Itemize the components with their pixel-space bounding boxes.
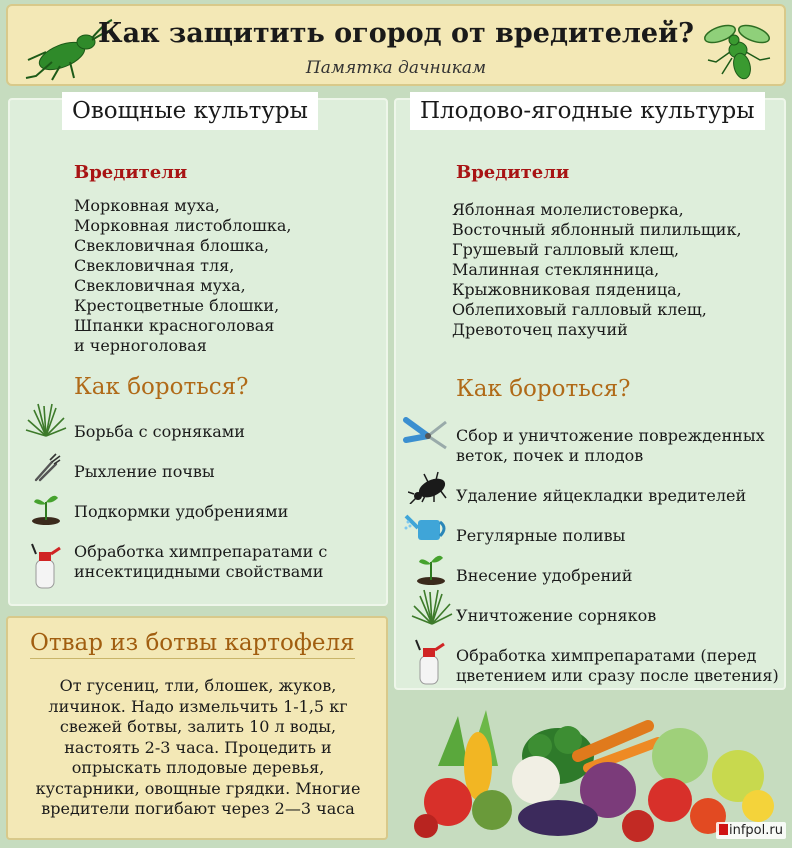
vegetables-fight-heading: Как бороться? — [74, 374, 249, 400]
list-item: Свекловичная тля, — [74, 256, 235, 275]
list-item: Малинная стеклянница, — [452, 260, 660, 279]
vegetables-pests-heading: Вредители — [74, 162, 188, 183]
vegetables-title: Овощные культуры — [62, 92, 318, 130]
fruits-fight-heading: Как бороться? — [456, 376, 631, 402]
recipe-line: личинок. Надо измельчить 1-1,5 кг — [48, 696, 348, 716]
vegetables-pests-list — [74, 196, 291, 356]
list-item: Грушевый галловый клещ, — [452, 240, 680, 259]
grass-icon — [410, 588, 454, 626]
fruits-method-2: Удаление яйцекладки вредителей — [456, 486, 747, 505]
fruits-pests-heading: Вредители — [456, 162, 570, 183]
watering-can-icon — [404, 508, 448, 544]
page-subtitle: Памятка дачникам — [305, 58, 487, 78]
fruits-method-6-line2: цветением или сразу после цветения) — [456, 666, 779, 685]
list-item: Свекловичная муха, — [74, 276, 246, 295]
fly-icon — [698, 20, 778, 84]
recipe-box — [6, 616, 388, 840]
page-title: Как защитить огород от вредителей? — [98, 18, 694, 49]
list-item: Свекловичная блошка, — [74, 236, 270, 255]
watermark-text: infpol.ru — [729, 823, 783, 838]
fruits-method-3: Регулярные поливы — [456, 526, 626, 545]
fruits-method-1-line1: Сбор и уничтожение поврежденных — [456, 426, 765, 445]
watermark-logo-icon — [719, 824, 728, 835]
fruits-method-5: Уничтожение сорняков — [456, 606, 657, 625]
recipe-title: Отвар из ботвы картофеля — [30, 630, 355, 659]
list-item: Яблонная молелистоверка, — [452, 200, 684, 219]
list-item: и черноголовая — [74, 336, 207, 355]
vegetables-method-2: Рыхление почвы — [74, 462, 215, 481]
vegetables-method-1: Борьба с сорняками — [74, 422, 245, 441]
recipe-line: кустарники, овощные грядки. Многие — [35, 778, 361, 798]
grass-icon — [24, 402, 68, 438]
sprout-icon — [28, 488, 64, 526]
list-item: Морковная листоблошка, — [74, 216, 292, 235]
list-item: Восточный яблонный пилильщик, — [452, 220, 742, 239]
fruits-title: Плодово-ягодные культуры — [410, 92, 765, 130]
fruits-method-1-line2: веток, почек и плодов — [456, 446, 644, 465]
recipe-text — [20, 676, 376, 820]
list-item: Облепиховый галловый клещ, — [452, 300, 707, 319]
recipe-line: опрыскать плодовые деревья, — [71, 758, 325, 777]
vegetables-method-4-line2: инсектицидными свойствами — [74, 562, 324, 581]
recipe-line: свежей ботвы, залить 10 л воды, — [59, 717, 337, 736]
recipe-line: настоять 2-3 часа. Процедить и — [64, 737, 332, 757]
fruits-method-4: Внесение удобрений — [456, 566, 633, 585]
fruits-pests-list — [452, 200, 742, 340]
vegetables-method-4-line1: Обработка химпрепаратами с — [74, 542, 328, 561]
recipe-line: вредители погибают через 2—3 часа — [41, 799, 355, 818]
list-item: Крестоцветные блошки, — [74, 296, 280, 315]
recipe-line: От гусениц, тли, блошек, жуков, — [59, 676, 337, 695]
sprayer-icon — [28, 540, 62, 590]
sprout-icon — [414, 550, 448, 586]
list-item: Крыжовниковая пяденица, — [452, 280, 682, 299]
header-banner — [6, 4, 786, 86]
beetle-icon — [408, 470, 450, 504]
fruits-method-6-line1: Обработка химпрепаратами (перед — [456, 646, 757, 665]
watermark — [716, 822, 786, 839]
garden-tools-icon — [32, 450, 62, 482]
sprayer-icon — [412, 634, 446, 686]
list-item: Древоточец пахучий — [452, 320, 628, 339]
vegetables-method-3: Подкормки удобрениями — [74, 502, 289, 521]
pruning-shears-icon — [402, 414, 448, 454]
list-item: Шпанки красноголовая — [74, 316, 275, 335]
list-item: Морковная муха, — [74, 196, 220, 215]
